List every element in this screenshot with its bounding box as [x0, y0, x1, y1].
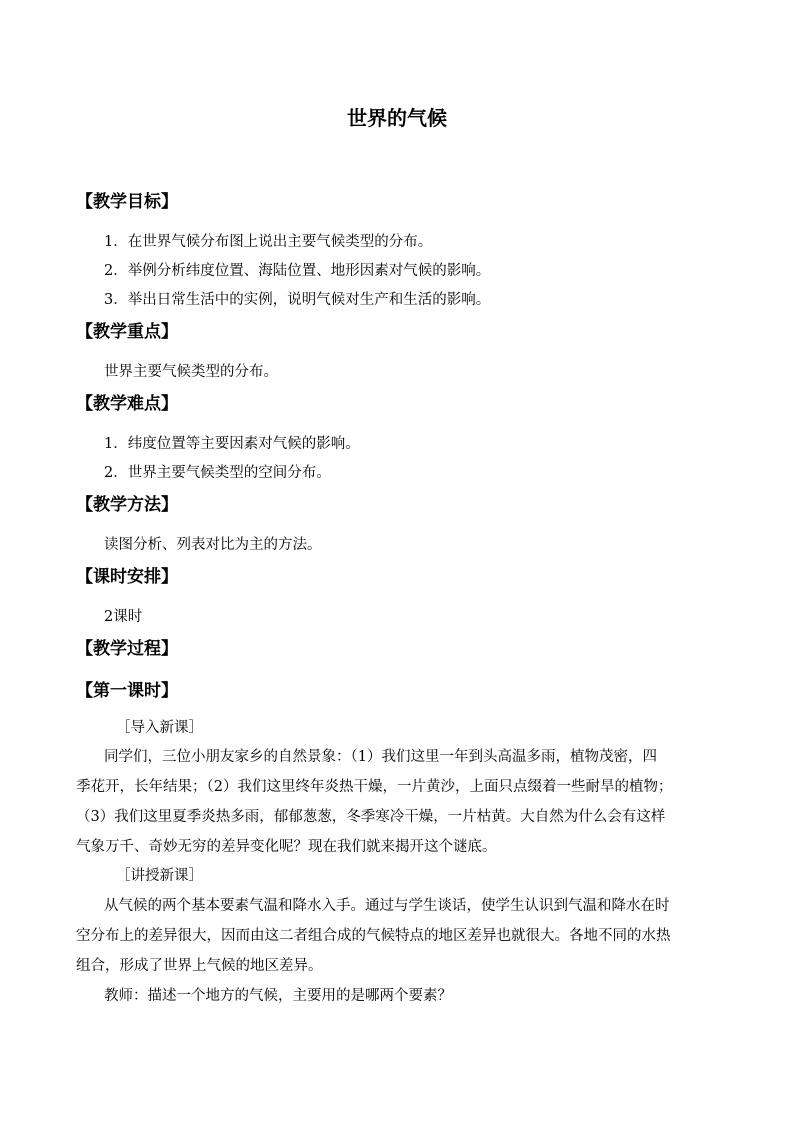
- lecture-line-3: 组合，形成了世界上气候的地区差异。: [76, 958, 323, 974]
- document-title: 世界的气候: [347, 106, 447, 130]
- heading-process: 【教学过程】: [76, 639, 178, 659]
- objective-item-3: 3．举出日常生活中的实例，说明气候对生产和生活的影响。: [104, 292, 491, 308]
- heading-difficulties: 【教学难点】: [76, 394, 178, 414]
- heading-methods: 【教学方法】: [76, 495, 178, 515]
- intro-line-1: 同学们，三位小朋友家乡的自然景象：（1）我们这里一年到头高温多雨，植物茂密，四: [104, 749, 657, 765]
- lecture-line-1: 从气候的两个基本要素气温和降水入手。通过与学生谈话，使学生认识到气温和降水在时: [104, 898, 670, 914]
- heading-first-lesson: 【第一课时】: [76, 681, 178, 701]
- intro-line-2: 季花开，长年结果；（2）我们这里终年炎热干燥，一片黄沙，上面只点缀着一些耐旱的植物；: [76, 779, 673, 795]
- schedule-text: 2课时: [104, 609, 143, 625]
- objective-item-1: 1．在世界气候分布图上说出主要气候类型的分布。: [104, 234, 433, 250]
- heading-key-points: 【教学重点】: [76, 322, 178, 342]
- lecture-label: ［讲授新课］: [116, 868, 203, 884]
- key-points-text: 世界主要气候类型的分布。: [104, 364, 278, 380]
- intro-label: ［导入新课］: [116, 720, 203, 736]
- intro-line-3: （3）我们这里夏季炎热多雨，郁郁葱葱，冬季寒冷干燥，一片枯黄。大自然为什么会有这样: [76, 809, 666, 825]
- lecture-line-2: 空分布上的差异很大，因而由这二者组合成的气候特点的地区差异也就很大。各地不同的水热: [76, 928, 671, 944]
- intro-line-4: 气象万千、奇妙无穷的差异变化呢？现在我们就来揭开这个谜底。: [76, 839, 497, 855]
- objective-item-2: 2．举例分析纬度位置、海陆位置、地形因素对气候的影响。: [104, 263, 491, 279]
- difficulty-item-1: 1．纬度位置等主要因素对气候的影响。: [104, 436, 360, 452]
- heading-objectives: 【教学目标】: [76, 192, 178, 212]
- teacher-question: 教师：描述一个地方的气候，主要用的是哪两个要素？: [104, 988, 452, 1004]
- difficulty-item-2: 2．世界主要气候类型的空间分布。: [104, 465, 331, 481]
- methods-text: 读图分析、列表对比为主的方法。: [104, 537, 322, 553]
- heading-schedule: 【课时安排】: [76, 567, 178, 587]
